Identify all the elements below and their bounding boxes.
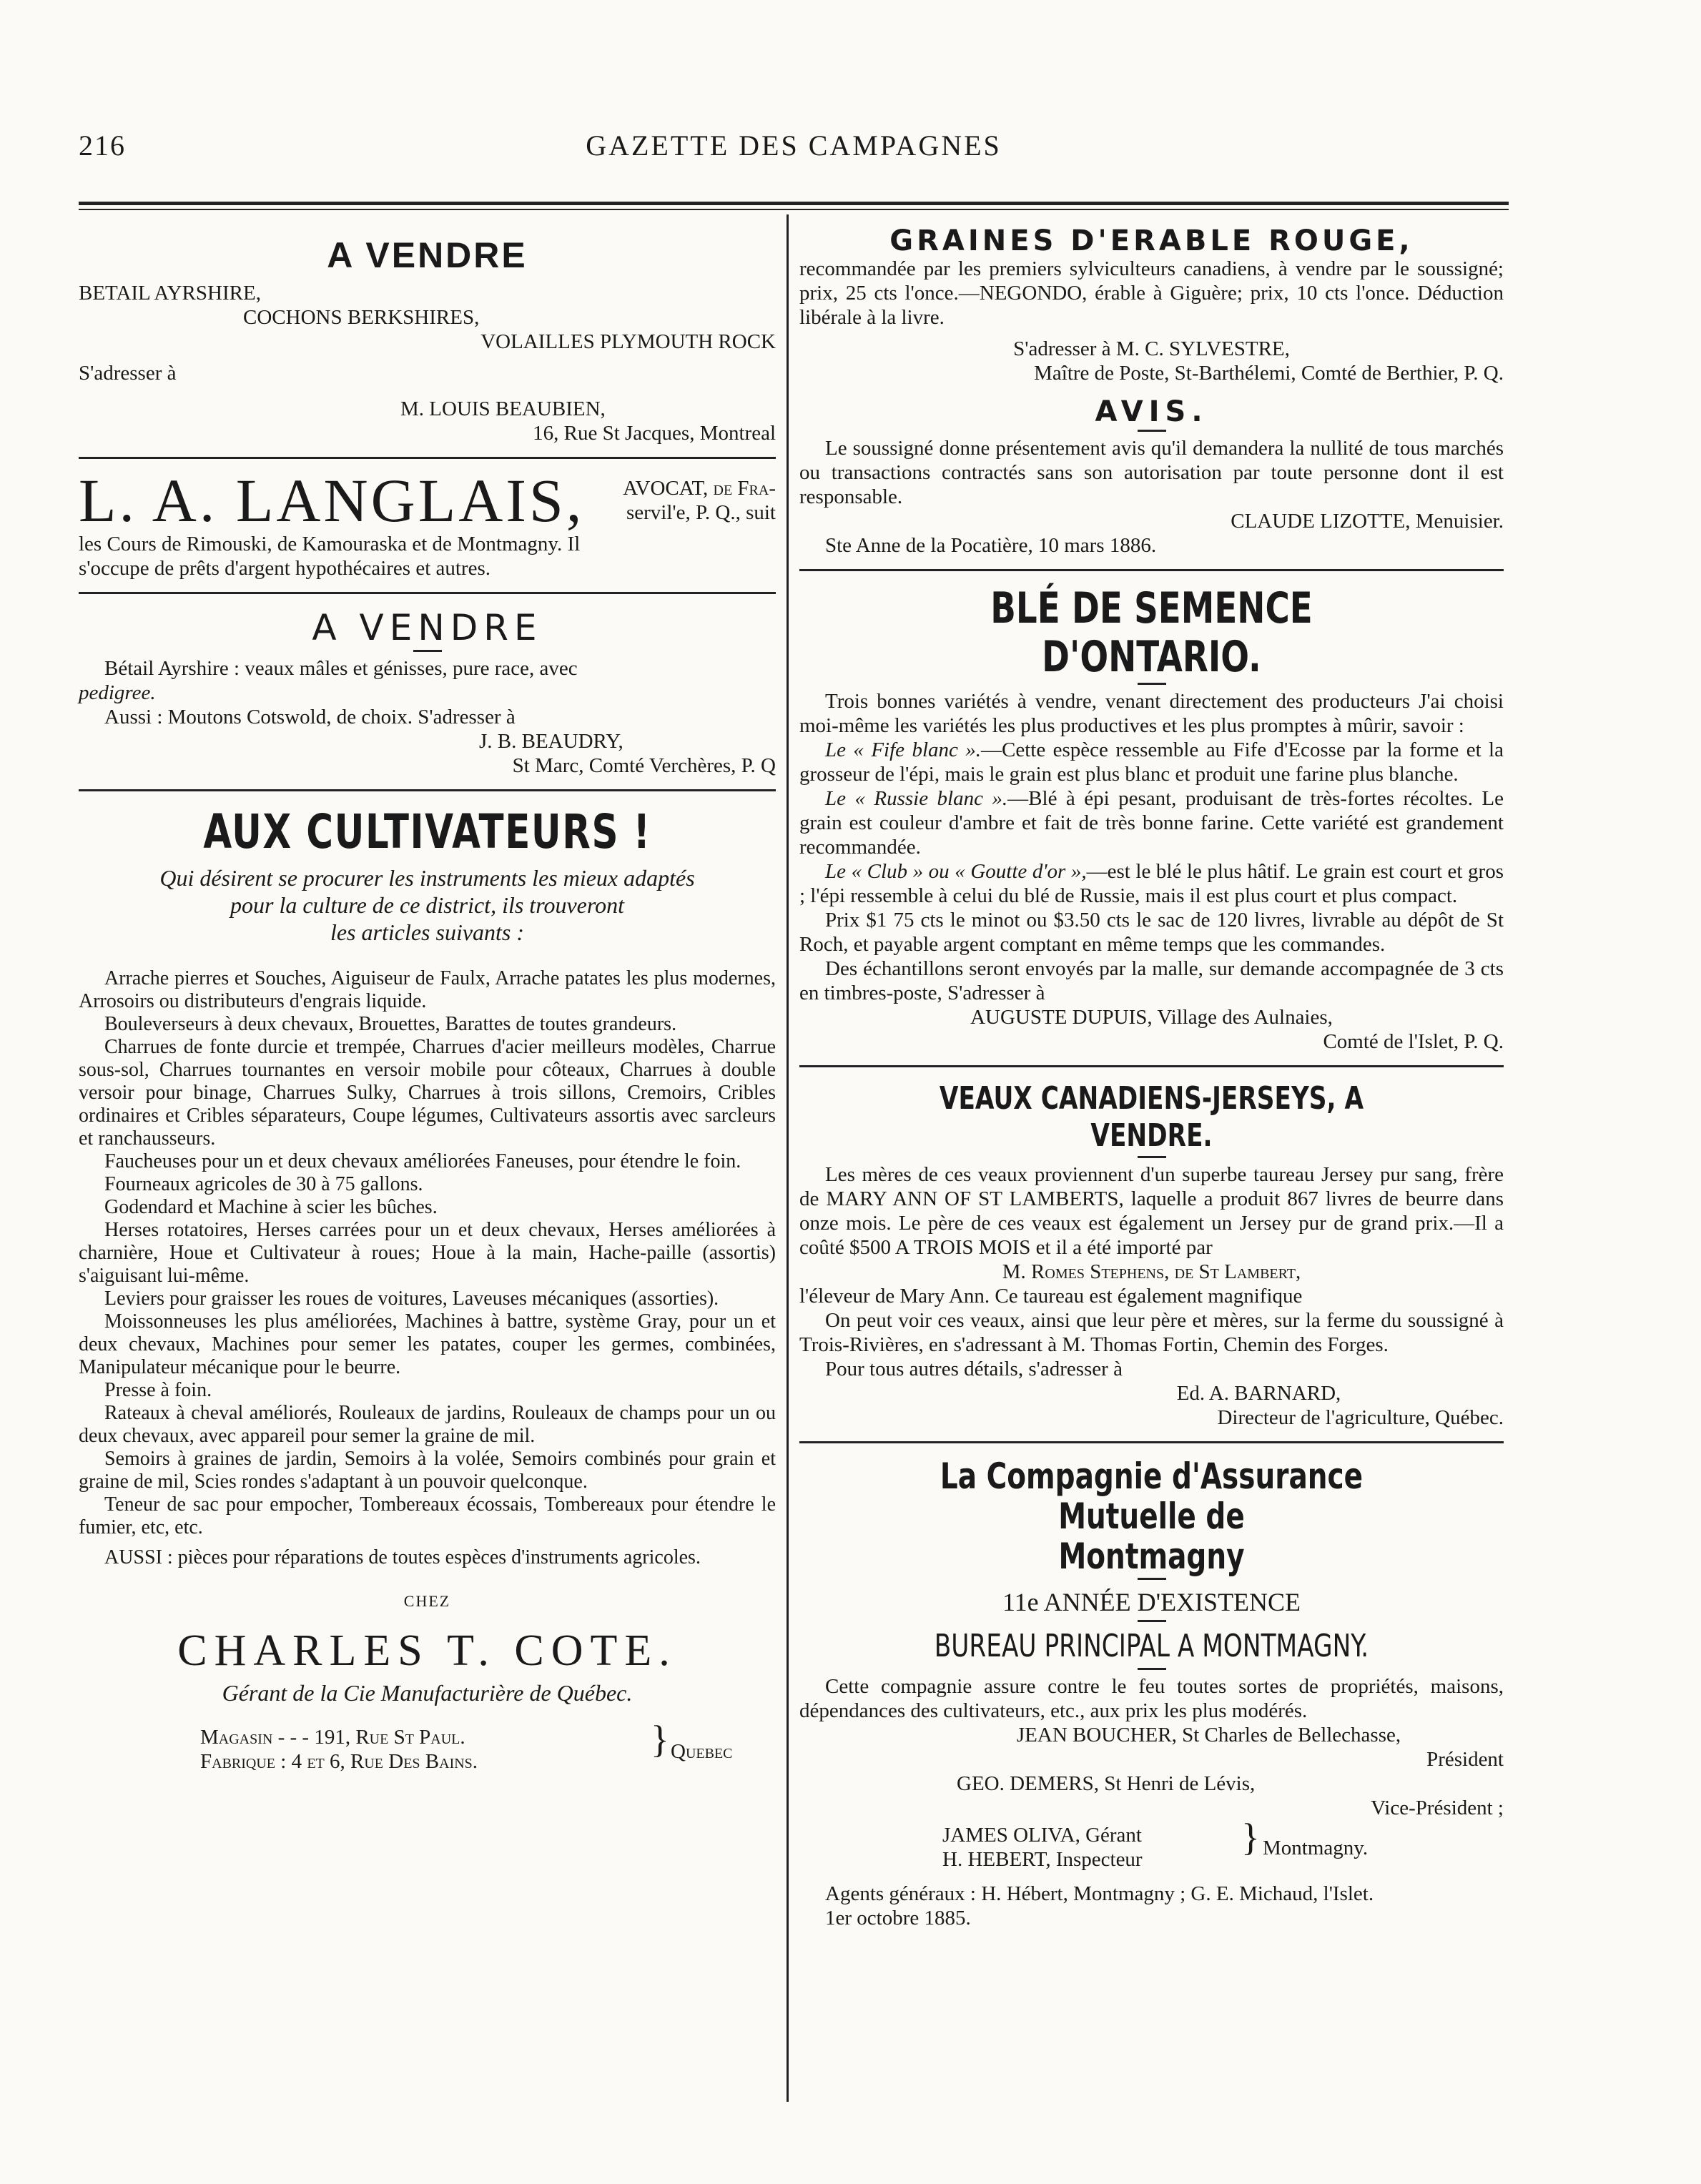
- ad-aux-cultivateurs: [79, 804, 776, 1774]
- ad-text: servil'e, P. Q., suit: [626, 501, 776, 524]
- ad-agents: Agents généraux : H. Hébert, Montmagny ; G. E. Michaud, l'Islet.: [825, 1882, 1374, 1905]
- ad-text: Trois bonnes variétés à vendre, venant directement des producteurs J'ai choisi moi-même les variétés les plus productives et les plus promptes à mûrir, savoir :: [799, 690, 1504, 737]
- list-item: Moissonneuses les plus améliorées, Machines à battre, système Gray, pour un et deux chevaux, Machines pour semer les patates, couper les germes, combinées, Manipulateur mécanique pour le beurre.: [79, 1310, 776, 1378]
- officer: JAMES OLIVA, Gérant: [942, 1824, 1142, 1847]
- variety-name: Le « Club » ou « Goutte d'or »,: [825, 860, 1087, 883]
- ad-name: CLAUDE LIZOTTE, Menuisier.: [1231, 510, 1504, 533]
- ad-title: AVIS.: [1095, 395, 1208, 428]
- ad-role: Directeur de l'agriculture, Québec.: [1217, 1406, 1504, 1429]
- ad-date: Ste Anne de la Pocatière, 10 mars 1886.: [825, 534, 1157, 557]
- ad-name: J. B. BEAUDRY,: [479, 730, 623, 753]
- ad-graines-erable: [799, 225, 1504, 385]
- ad-contact: S'adresser à M. C. SYLVESTRE,: [1013, 337, 1290, 360]
- variety-item: [799, 859, 1504, 908]
- ad-address: Comté de l'Islet, P. Q.: [1323, 1030, 1504, 1053]
- ad-importer: M. Romes Stephens, de St Lambert,: [1002, 1260, 1301, 1283]
- ad-name: AUGUSTE DUPUIS, Village des Aulnaies,: [970, 1006, 1333, 1029]
- ad-title: AUX CULTIVATEURS !: [203, 804, 651, 859]
- ad-price: Prix $1 75 cts le minot ou $3.50 cts le sac de 120 livres, livrable au dépôt de St Roch, et payable argent comptant en même temps que les commandes.: [799, 909, 1504, 956]
- right-column: [799, 225, 1504, 1930]
- divider: [799, 1065, 1504, 1067]
- list-item: Bouleverseurs à deux chevaux, Brouettes, Barattes de toutes grandeurs.: [104, 1013, 677, 1035]
- ad-contact: S'adresser à: [79, 362, 177, 385]
- title-dash: [1138, 1578, 1166, 1580]
- column-divider: [787, 214, 789, 2102]
- officer-group: [799, 1816, 1504, 1872]
- ad-veaux-jerseys: [799, 1080, 1504, 1430]
- merchant-title: Gérant de la Cie Manufacturière de Québec.: [222, 1680, 633, 1706]
- title-dash: [1138, 430, 1166, 432]
- ad-office: BUREAU PRINCIPAL A MONTMAGNY.: [934, 1628, 1369, 1664]
- ad-aside: [623, 476, 776, 525]
- ad-text: Cette compagnie assure contre le feu toutes sortes de propriétés, maisons, dépendances des cultivateurs, etc., aux prix les plus modérés.: [799, 1675, 1504, 1722]
- ad-assurance-montmagny: [799, 1456, 1504, 1930]
- page-header: [79, 129, 1509, 172]
- ad-text: Bétail Ayrshire : veaux mâles et génisses, pure race, avec: [104, 657, 578, 680]
- brace: }: [651, 1718, 669, 1761]
- ad-text: Le soussigné donne présentement avis qu'il demandera la nullité de tous marchés ou transactions contractés sans son autorisation par toute personne dont il est responsable.: [799, 437, 1504, 508]
- ad-ble-semence: [799, 584, 1504, 1054]
- variety-item: [799, 786, 1504, 859]
- variety-text: —Cette espèce ressemble au Fife d'Ecosse par la forme et la grosseur de l'épi, mais le grain est plus blanc et produit une farine plus blanche.: [799, 738, 1504, 786]
- list-item: Godendard et Machine à scier les bûches.: [104, 1196, 438, 1218]
- officer-role: Président: [1426, 1748, 1504, 1771]
- running-title: GAZETTE DES CAMPAGNES: [586, 129, 1002, 162]
- list-item: Rateaux à cheval améliorés, Rouleaux de jardins, Rouleaux de champs pour un ou deux chevaux, avec appareil pour semer la graine de mil.: [79, 1402, 776, 1447]
- title-dash: [1138, 683, 1166, 685]
- ad-title: La Compagnie d'Assurance Mutuelle de: [940, 1456, 1364, 1537]
- ad-a-vendre-beaubien: [79, 234, 776, 445]
- list-item: Charrues de fonte durcie et trempée, Charrues d'acier meilleurs modèles, Charrue sous-sol, Charrues tournantes en versoir mobile pour côteaux, Charrues à double versoir pour binage, Charrues Sulky, Charrues à trois sillons, Cremoirs, Cribles ordinaires et Cribles séparateurs, Coupe légumes, Cultivateurs assortis avec sarcleurs et ranchausseurs.: [79, 1036, 776, 1150]
- ad-text: pedigree.: [79, 681, 156, 704]
- title-dash: [1138, 1668, 1166, 1670]
- ad-langlais: [79, 466, 776, 558]
- ad-text: On peut voir ces veaux, ainsi que leur père et mères, sur la ferme du soussigné à Trois-Rivières, en s'adressant à M. Thomas Fortin, Chemin des Forges.: [799, 1309, 1504, 1356]
- ad-line: COCHONS BERKSHIRES,: [243, 306, 480, 329]
- officer: H. HEBERT, Inspecteur: [942, 1848, 1143, 1871]
- ad-subtitle: les articles suivants :: [330, 919, 525, 945]
- list-item: Teneur de sac pour empocher, Tombereaux écossais, Tombereaux pour étendre le fumier, etc, etc.: [79, 1493, 776, 1538]
- merchant-address: [79, 1718, 776, 1774]
- ad-text: Pour tous autres détails, s'adresser à: [825, 1358, 1123, 1380]
- ad-title: GRAINES D'ERABLE ROUGE,: [889, 224, 1414, 257]
- divider: [799, 569, 1504, 571]
- list-item: Herses rotatoires, Herses carrées pour un et deux chevaux, Herses améliorées à charnière, Houe et Cultivateur à roues; Houe à la main, Hache-paille (assortis) s'aiguisant lui-même.: [79, 1219, 776, 1287]
- ad-text: s'occupe de prêts d'argent hypothécaires et autres.: [79, 557, 490, 580]
- ad-text: recommandée par les premiers sylviculteurs canadiens, à vendre par le soussigné; prix, 25 cts l'once.—NEGONDO, érable à Giguère; prix, 10 cts l'once. Déduction libérale à la livre.: [799, 257, 1504, 329]
- header-rule-thin: [79, 209, 1509, 210]
- divider: [79, 592, 776, 594]
- ad-title: A VENDRE: [312, 607, 543, 648]
- ad-name: M. LOUIS BEAUBIEN,: [400, 397, 606, 420]
- ad-name: Ed. A. BARNARD,: [1176, 1382, 1341, 1405]
- ad-subtitle: Qui désirent se procurer les instruments les mieux adaptés: [159, 865, 695, 891]
- ad-title: BLÉ DE SEMENCE D'ONTARIO.: [990, 583, 1313, 682]
- ad-text: les Cours de Rimouski, de Kamouraska et de Montmagny. Il: [79, 533, 581, 555]
- ad-a-vendre-beaudry: [79, 607, 776, 778]
- page-number: 216: [79, 129, 126, 162]
- item-list: [79, 967, 776, 1569]
- variety-name: Le « Russie blanc ».: [825, 787, 1008, 810]
- divider: [799, 1441, 1504, 1443]
- title-dash: [1138, 1156, 1166, 1158]
- ad-title: VEAUX CANADIENS-JERSEYS, A VENDRE.: [939, 1080, 1364, 1154]
- variety-item: [799, 738, 1504, 786]
- header-rule: [79, 202, 1509, 205]
- title-dash: [1138, 1620, 1166, 1622]
- divider: [79, 789, 776, 791]
- ad-text: l'éleveur de Mary Ann. Ce taureau est également magnifique: [799, 1285, 1303, 1308]
- ad-title: A VENDRE: [327, 235, 528, 275]
- ad-subtitle: pour la culture de ce district, ils trouveront: [230, 892, 625, 918]
- ad-title: Montmagny: [1058, 1536, 1245, 1577]
- list-item: Leviers pour graisser les roues de voitures, Laveuses mécaniques (assorties).: [104, 1288, 719, 1310]
- left-column: [79, 225, 776, 1774]
- variety-text: —Blé à épi pesant, produisant de très-fortes récoltes. Le grain est couleur d'ambre et fait de très bonne farine. Cette variété est grandement recommandée.: [799, 787, 1504, 859]
- officer-place: Montmagny.: [1263, 1837, 1369, 1859]
- ad-text: AVOCAT, de Fra-: [623, 477, 776, 500]
- ad-address: St Marc, Comté Verchères, P. Q: [512, 754, 776, 777]
- ad-year: 11e ANNÉE D'EXISTENCE: [1002, 1588, 1301, 1616]
- list-item: Arrache pierres et Souches, Aiguiseur de Faulx, Arrache patates les plus modernes, Arrosoirs ou distributeurs d'engrais liquide.: [79, 967, 776, 1012]
- officer: JEAN BOUCHER, St Charles de Bellechasse,: [1016, 1724, 1401, 1746]
- title-dash: [413, 650, 442, 652]
- ad-text: Des échantillons seront envoyés par la malle, sur demande accompagnée de 3 cts en timbres-poste, S'adresser à: [799, 957, 1504, 1004]
- officer-role: Vice-Président ;: [1371, 1797, 1504, 1819]
- merchant-name: CHARLES T. COTE.: [177, 1626, 677, 1675]
- variety-name: Le « Fife blanc ».: [825, 738, 982, 761]
- variety-text: —est le blé le plus hâtif. Le grain est court et gros ; l'épi ressemble à celui du blé de Russie, mais il est plus court et plus compact.: [799, 860, 1504, 907]
- brace: }: [1241, 1816, 1260, 1859]
- officer: GEO. DEMERS, St Henri de Lévis,: [957, 1772, 1256, 1795]
- city: Quebec: [671, 1740, 733, 1763]
- ad-line: VOLAILLES PLYMOUTH ROCK: [480, 330, 776, 353]
- list-item: Presse à foin.: [104, 1379, 212, 1401]
- list-item: Semoirs à graines de jardin, Semoirs à la volée, Semoirs combinés pour grain et graine de mil, Scies rondes s'adaptant à un pouvoir quelconque.: [79, 1448, 776, 1493]
- list-item: Fourneaux agricoles de 30 à 75 gallons.: [104, 1173, 423, 1195]
- ad-line: BETAIL AYRSHIRE,: [79, 282, 261, 305]
- list-item: Faucheuses pour un et deux chevaux améliorées Faneuses, pour étendre le foin.: [104, 1150, 741, 1172]
- factory-address: Fabrique : 4 et 6, Rue Des Bains.: [200, 1750, 478, 1773]
- ad-date: 1er octobre 1885.: [825, 1907, 971, 1929]
- ad-name: L. A. LANGLAIS,: [79, 466, 585, 535]
- ad-text: Aussi : Moutons Cotswold, de choix. S'adresser à: [104, 706, 516, 728]
- store-address: Magasin - - - 191, Rue St Paul.: [200, 1726, 465, 1749]
- ad-address: Maître de Poste, St-Barthélemi, Comté de Berthier, P. Q.: [1034, 362, 1504, 385]
- ad-text: Les mères de ces veaux proviennent d'un superbe taureau Jersey pur sang, frère de MARY ANN OF ST LAMBERTS, laquelle a produit 867 livres de beurre dans onze mois. Le père de ces veaux est également un Jersey pur de grand prix.—Il a coûté $500 A TROIS MOIS et il a été importé par: [799, 1163, 1504, 1259]
- chez-label: CHEZ: [403, 1592, 451, 1610]
- ad-address: 16, Rue St Jacques, Montreal: [533, 422, 776, 445]
- ad-avis: [799, 395, 1504, 558]
- divider: [79, 457, 776, 459]
- list-item: AUSSI : pièces pour réparations de toutes espèces d'instruments agricoles.: [104, 1546, 701, 1568]
